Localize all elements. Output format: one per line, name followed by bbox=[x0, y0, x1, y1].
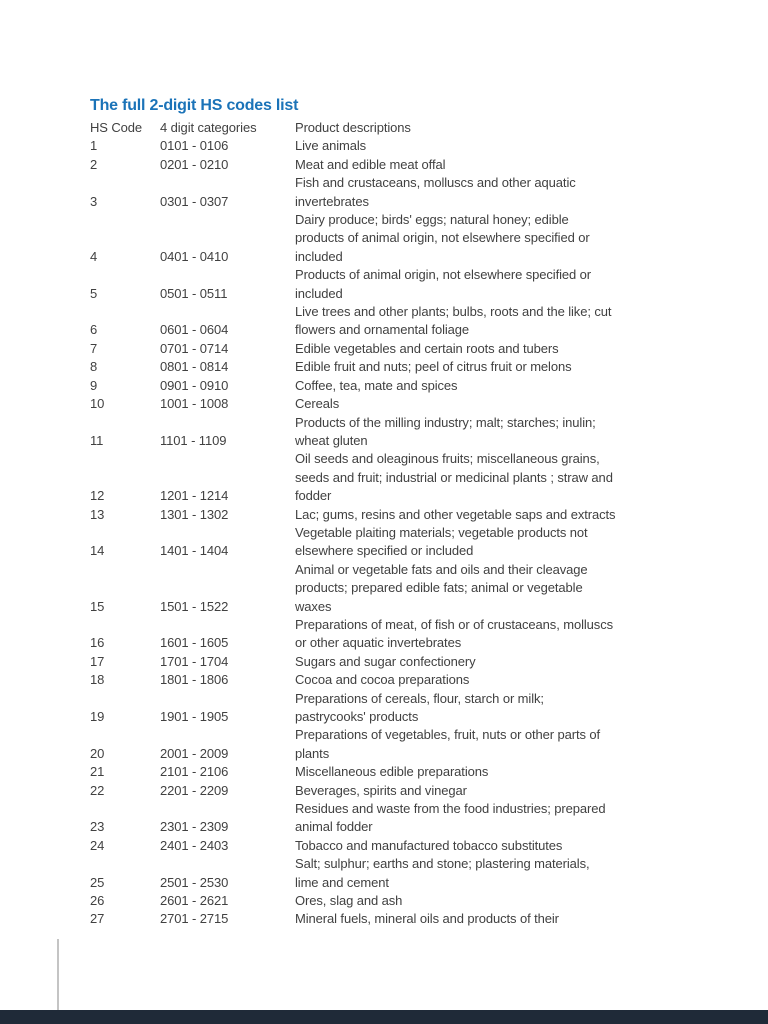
table-row bbox=[90, 303, 635, 340]
hs-code-cell: 22 bbox=[90, 782, 105, 798]
column-header-4-digit-categories: 4 digit categories bbox=[160, 120, 257, 135]
table-row bbox=[90, 524, 635, 561]
hs-code-cell: 25 bbox=[90, 874, 105, 890]
table-row bbox=[90, 763, 635, 781]
hs-code-cell: 8 bbox=[90, 359, 98, 375]
category-range-cell: 0601 - 0604 bbox=[160, 322, 229, 338]
category-range-cell: 1201 - 1214 bbox=[160, 488, 229, 504]
table-row bbox=[90, 616, 635, 653]
product-description-cell: Cocoa and cocoa preparations bbox=[295, 672, 470, 688]
table-row bbox=[90, 690, 635, 727]
table-row bbox=[90, 377, 635, 395]
category-range-cell: 2701 - 2715 bbox=[160, 911, 229, 927]
hs-code-cell: 20 bbox=[90, 745, 105, 761]
product-description-cell: Beverages, spirits and vinegar bbox=[295, 782, 467, 798]
column-header-product-descriptions: Product descriptions bbox=[295, 120, 411, 135]
table-row bbox=[90, 855, 635, 892]
category-range-cell: 2001 - 2009 bbox=[160, 745, 229, 761]
hs-code-cell: 9 bbox=[90, 377, 98, 393]
category-range-cell: 1301 - 1302 bbox=[160, 506, 229, 522]
category-range-cell: 1901 - 1905 bbox=[160, 709, 229, 724]
hs-code-cell: 21 bbox=[90, 764, 105, 780]
document-page bbox=[90, 96, 635, 929]
category-range-cell: 2501 - 2530 bbox=[160, 874, 229, 890]
hs-code-cell: 4 bbox=[90, 248, 98, 264]
next-page-edge-line bbox=[57, 939, 59, 1010]
hs-code-cell: 10 bbox=[90, 396, 105, 412]
category-range-cell: 0401 - 0410 bbox=[160, 248, 229, 264]
product-description-cell: Live animals bbox=[295, 138, 367, 154]
category-range-cell: 2101 - 2106 bbox=[160, 764, 229, 780]
product-description-cell: Meat and edible meat offal bbox=[295, 156, 446, 172]
category-range-cell: 1601 - 1605 bbox=[160, 635, 229, 651]
hs-code-cell: 15 bbox=[90, 598, 105, 614]
category-range-cell: 0101 - 0106 bbox=[160, 138, 229, 154]
product-description-cell: Vegetable plaiting materials; vegetable products not elsewhere specified or included bbox=[295, 524, 588, 559]
category-range-cell: 2601 - 2621 bbox=[160, 893, 229, 909]
category-range-cell: 0801 - 0814 bbox=[160, 359, 229, 375]
product-description-cell: Products of animal origin, not elsewhere specified or included bbox=[295, 267, 592, 301]
category-range-cell: 2401 - 2403 bbox=[160, 837, 229, 853]
category-range-cell: 1001 - 1008 bbox=[160, 396, 229, 412]
product-description-cell: Products of the milling industry; malt; starches; inulin; wheat gluten bbox=[295, 414, 596, 448]
table-row bbox=[90, 174, 635, 211]
table-row bbox=[90, 450, 635, 505]
category-range-cell: 1501 - 1522 bbox=[160, 598, 229, 614]
table-row bbox=[90, 892, 635, 910]
table-row bbox=[90, 506, 635, 524]
hs-code-cell: 2 bbox=[90, 156, 98, 172]
product-description-cell: Preparations of meat, of fish or of crustaceans, molluscs or other aquatic invertebrates bbox=[295, 616, 613, 651]
product-description-cell: Preparations of cereals, flour, starch or milk; pastrycooks' products bbox=[295, 690, 544, 724]
table-row bbox=[90, 340, 635, 358]
column-header-hs-code: HS Code bbox=[90, 120, 143, 135]
hs-code-cell: 3 bbox=[90, 193, 98, 209]
hs-code-cell: 11 bbox=[90, 432, 104, 448]
hs-code-cell: 16 bbox=[90, 635, 105, 651]
hs-code-cell: 12 bbox=[90, 488, 105, 504]
table-row bbox=[90, 395, 635, 413]
category-range-cell: 1401 - 1404 bbox=[160, 543, 229, 559]
product-description-cell: Lac; gums, resins and other vegetable saps and extracts bbox=[295, 506, 616, 522]
hs-code-cell: 7 bbox=[90, 340, 98, 356]
product-description-cell: Cereals bbox=[295, 396, 340, 412]
hs-codes-table-body bbox=[90, 137, 635, 928]
product-description-cell: Residues and waste from the food industries; prepared animal fodder bbox=[295, 801, 606, 835]
hs-code-cell: 5 bbox=[90, 285, 98, 301]
hs-code-cell: 1 bbox=[90, 138, 98, 154]
category-range-cell: 0901 - 0910 bbox=[160, 377, 229, 393]
category-range-cell: 0301 - 0307 bbox=[160, 193, 229, 209]
hs-codes-table bbox=[90, 119, 635, 929]
category-range-cell: 1701 - 1704 bbox=[160, 653, 229, 669]
hs-code-cell: 23 bbox=[90, 819, 105, 835]
page-title: The full 2-digit HS codes list bbox=[90, 97, 299, 114]
product-description-cell: Tobacco and manufactured tobacco substitutes bbox=[295, 837, 563, 853]
viewer-bottom-bar bbox=[0, 1010, 768, 1024]
product-description-cell: Live trees and other plants; bulbs, roots and the like; cut flowers and ornamental foliage bbox=[295, 304, 612, 338]
table-row bbox=[90, 156, 635, 174]
hs-code-cell: 17 bbox=[90, 653, 105, 669]
hs-code-cell: 14 bbox=[90, 543, 105, 559]
product-description-cell: Sugars and sugar confectionery bbox=[295, 653, 476, 669]
product-description-cell: Edible vegetables and certain roots and tubers bbox=[295, 340, 559, 356]
product-description-cell: Miscellaneous edible preparations bbox=[295, 764, 489, 780]
hs-code-cell: 13 bbox=[90, 506, 105, 522]
hs-code-cell: 6 bbox=[90, 322, 98, 338]
product-description-cell: Dairy produce; birds' eggs; natural honey; edible products of animal origin, not elsewhere specified or included bbox=[295, 212, 590, 264]
table-row bbox=[90, 358, 635, 376]
category-range-cell: 1801 - 1806 bbox=[160, 672, 229, 688]
table-row bbox=[90, 414, 635, 451]
product-description-cell: Coffee, tea, mate and spices bbox=[295, 377, 458, 393]
product-description-cell: Salt; sulphur; earths and stone; plastering materials, lime and cement bbox=[295, 856, 590, 890]
table-row bbox=[90, 800, 635, 837]
hs-code-cell: 24 bbox=[90, 837, 105, 853]
product-description-cell: Animal or vegetable fats and oils and their cleavage products; prepared edible fats; animal or vegetable waxes bbox=[295, 561, 588, 614]
category-range-cell: 2201 - 2209 bbox=[160, 782, 229, 798]
table-row bbox=[90, 266, 635, 303]
hs-code-cell: 18 bbox=[90, 672, 105, 688]
category-range-cell: 0201 - 0210 bbox=[160, 156, 229, 172]
product-description-cell: Edible fruit and nuts; peel of citrus fruit or melons bbox=[295, 359, 572, 375]
category-range-cell: 0701 - 0714 bbox=[160, 340, 229, 356]
table-row bbox=[90, 782, 635, 800]
product-description-cell: Oil seeds and oleaginous fruits; miscellaneous grains, seeds and fruit; industrial or medicinal plants ; straw and fodder bbox=[295, 451, 613, 504]
table-header-row bbox=[90, 119, 635, 137]
table-row bbox=[90, 671, 635, 689]
table-row bbox=[90, 837, 635, 855]
category-range-cell: 1101 - 1109 bbox=[160, 432, 227, 448]
table-row bbox=[90, 653, 635, 671]
table-row bbox=[90, 726, 635, 763]
category-range-cell: 0501 - 0511 bbox=[160, 285, 228, 301]
hs-code-cell: 19 bbox=[90, 709, 105, 724]
product-description-cell: Fish and crustaceans, molluscs and other aquatic invertebrates bbox=[295, 175, 576, 209]
hs-code-cell: 26 bbox=[90, 893, 105, 909]
table-row bbox=[90, 137, 635, 155]
table-row bbox=[90, 910, 635, 928]
product-description-cell: Ores, slag and ash bbox=[295, 893, 403, 909]
category-range-cell: 2301 - 2309 bbox=[160, 819, 229, 835]
product-description-cell: Preparations of vegetables, fruit, nuts or other parts of plants bbox=[295, 727, 601, 761]
table-row bbox=[90, 211, 635, 266]
table-row bbox=[90, 561, 635, 616]
product-description-cell: Mineral fuels, mineral oils and products of their bbox=[295, 911, 559, 927]
hs-code-cell: 27 bbox=[90, 911, 105, 927]
